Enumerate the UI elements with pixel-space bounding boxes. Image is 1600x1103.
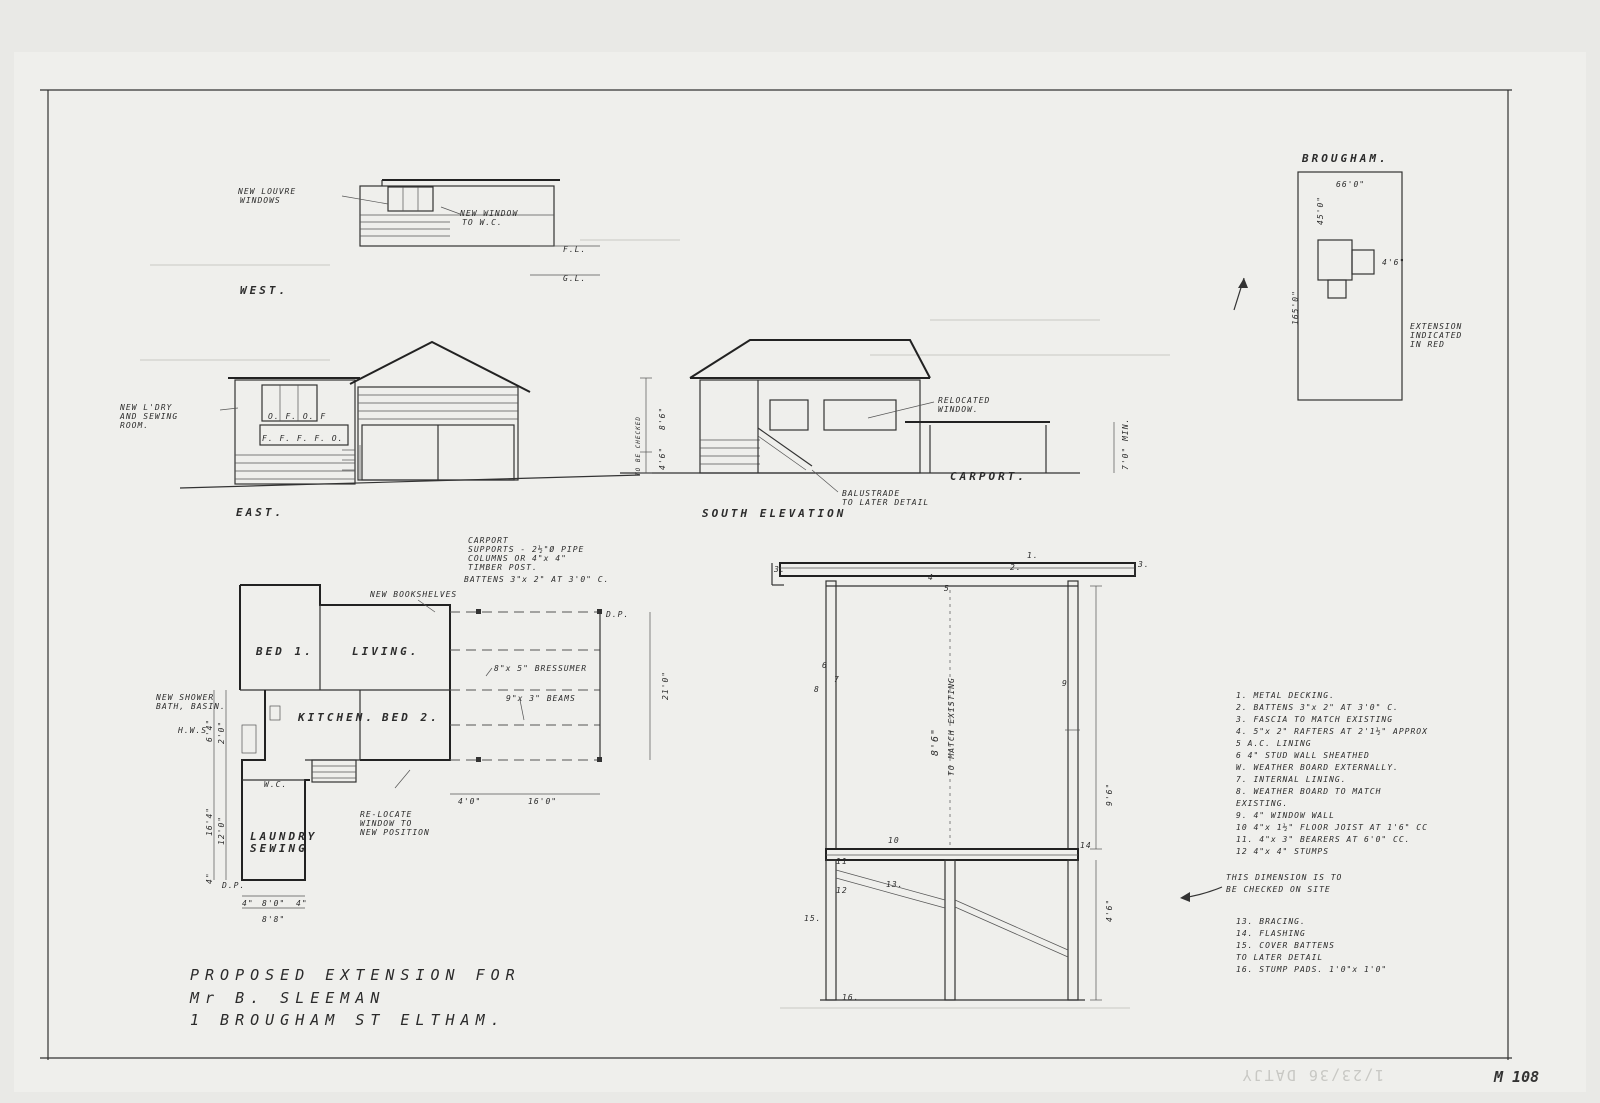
relocate-note-3: NEW POSITION	[360, 828, 430, 837]
bressumer-label: 8"x 5" BRESSUMER	[494, 664, 588, 673]
legend-item: 1. METAL DECKING.	[1236, 691, 1335, 700]
dim-21: 21'0"	[661, 670, 670, 700]
section-marker-10: 10	[888, 836, 900, 845]
west-fl-label: F.L.	[563, 245, 587, 254]
carport-note-2: SUPPORTS - 2½"Ø PIPE	[468, 545, 585, 554]
sheet-ref-right: M 108	[1494, 1068, 1540, 1086]
section-marker-9: 9	[1062, 679, 1068, 688]
east-note-laundry-3: ROOM.	[120, 421, 150, 430]
bed2-label: BED 2.	[382, 711, 440, 724]
site-width: 66'0"	[1336, 180, 1366, 189]
section-marker-7: 7	[834, 675, 840, 684]
section-marker-3b: 3.	[774, 565, 786, 574]
east-elevation-title: EAST.	[236, 506, 285, 519]
west-note-louvre-2: WINDOWS	[240, 196, 281, 205]
dim-bottom-1: 4"	[242, 899, 254, 908]
relocate-note-1: RE-LOCATE	[360, 810, 413, 819]
dim-left-4: 2'0"	[217, 720, 226, 744]
dim-left-3: 6'4"	[205, 718, 214, 742]
title-line-2: Mr B. SLEEMAN	[190, 989, 386, 1007]
section-marker-15: 15.	[804, 914, 822, 923]
kitchen-label: KITCHEN.	[298, 711, 375, 724]
west-gl-label: G.L.	[563, 274, 587, 283]
legend-item: 11. 4"x 3" BEARERS AT 6'0" CC.	[1236, 835, 1411, 844]
legend-item: 8. WEATHER BOARD TO MATCH	[1236, 787, 1382, 796]
laundry-label-2: SEWING	[250, 842, 308, 855]
west-elevation-title: WEST.	[240, 284, 289, 297]
west-note-window-2: TO W.C.	[462, 218, 503, 227]
south-elevation-title: SOUTH ELEVATION	[702, 507, 847, 520]
section-marker-11: 11	[836, 857, 848, 866]
sheet-ref-left: 1/23/36 DATJY	[1240, 1066, 1384, 1084]
living-label: LIVING.	[352, 645, 420, 658]
site-ext-dim: 4'6"	[1382, 258, 1406, 267]
wc-label: W.C.	[264, 780, 288, 789]
section-marker-5: 5	[944, 584, 950, 593]
site-depth: 165'0"	[1291, 290, 1300, 325]
dim-left-5: 4"	[205, 872, 214, 884]
south-dim-side: TO BE CHECKED	[635, 416, 642, 476]
site-note-3: IN RED	[1410, 340, 1445, 349]
check-note-2: BE CHECKED ON SITE	[1226, 885, 1331, 894]
west-note-louvre-1: NEW LOUVRE	[238, 187, 297, 196]
legend-item: 12 4"x 4" STUMPS	[1236, 847, 1330, 856]
section-match-note: TO MATCH EXISTING	[947, 677, 956, 776]
check-note-1: THIS DIMENSION IS TO	[1226, 873, 1343, 882]
section-marker-14: 14	[1080, 841, 1092, 850]
section-marker-2: 2.	[1010, 563, 1022, 572]
section-marker-4: 4	[928, 573, 934, 582]
section-marker-3a: 3.	[1138, 560, 1150, 569]
title-line-3: 1 BROUGHAM ST ELTHAM.	[190, 1011, 506, 1029]
legend-item2: 14. FLASHING	[1236, 929, 1306, 938]
dim-16: 16'0"	[528, 797, 558, 806]
south-min-height: 7'0" MIN.	[1121, 417, 1130, 470]
legend-item2: TO LATER DETAIL	[1236, 953, 1324, 962]
section-marker-13: 13.	[886, 880, 904, 889]
bed1-label: BED 1.	[256, 645, 314, 658]
legend-item: 5 A.C. LINING	[1236, 739, 1312, 748]
bookshelves-label: NEW BOOKSHELVES	[370, 590, 458, 599]
shower-note-2: BATH, BASIN.	[156, 702, 226, 711]
west-note-window-1: NEW WINDOW	[460, 209, 519, 218]
dim-left-1: 16'4"	[205, 806, 214, 836]
legend-item: W. WEATHER BOARD EXTERNALLY.	[1236, 763, 1399, 772]
east-panel-bottom: F. F. F. F. O.	[262, 434, 344, 443]
laundry-label-1: LAUNDRY	[250, 830, 318, 843]
legend-item: 7. INTERNAL LINING.	[1236, 775, 1347, 784]
east-note-laundry-1: NEW L'DRY	[120, 403, 173, 412]
south-dim-upper: 8'6"	[658, 406, 667, 430]
south-note-window-1: RELOCATED	[938, 396, 991, 405]
east-note-laundry-2: AND SEWING	[120, 412, 179, 421]
south-carport-label: CARPORT.	[950, 470, 1027, 483]
section-marker-12: 12	[836, 886, 848, 895]
legend-item2: 15. COVER BATTENS	[1236, 941, 1335, 950]
relocate-note-2: WINDOW TO	[360, 819, 413, 828]
section-height-note: 8'6"	[930, 727, 941, 756]
shower-note-1: NEW SHOWER	[156, 693, 215, 702]
south-note-balustrade-1: BALUSTRADE	[842, 489, 901, 498]
dim-bottom-2: 8'0"	[262, 899, 286, 908]
south-dim-lower: 4'6"	[658, 446, 667, 470]
battens-note: BATTENS 3"x 2" AT 3'0" C.	[464, 575, 610, 584]
dp-label: D.P.	[606, 610, 630, 619]
legend-item: 2. BATTENS 3"x 2" AT 3'0" C.	[1236, 703, 1399, 712]
section-marker-6: 6	[822, 661, 828, 670]
carport-note-1: CARPORT	[468, 536, 509, 545]
hws-label: H.W.S	[178, 726, 208, 735]
legend-item2: 16. STUMP PADS. 1'0"x 1'0"	[1236, 965, 1388, 974]
carport-note-3: COLUMNS OR 4"x 4"	[468, 554, 567, 563]
section-marker-16: 16.	[842, 993, 860, 1002]
title-line-1: PROPOSED EXTENSION FOR	[190, 966, 521, 984]
east-panel-top: O. F. O. F	[268, 412, 327, 421]
site-note-2: INDICATED	[1410, 331, 1463, 340]
legend-item: 10 4"x 1½" FLOOR JOIST AT 1'6" CC	[1236, 823, 1428, 832]
legend-item: 6 4" STUD WALL SHEATHED	[1236, 751, 1370, 760]
legend-item2: 13. BRACING.	[1236, 917, 1306, 926]
south-note-balustrade-2: TO LATER DETAIL	[842, 498, 930, 507]
site-setback: 45'0"	[1316, 195, 1325, 225]
site-note-1: EXTENSION	[1410, 322, 1463, 331]
beams-label: 9"x 3" BEAMS	[506, 694, 576, 703]
dim-4a: 4'0"	[458, 797, 482, 806]
dim-total: 8'8"	[262, 915, 286, 924]
legend-item: EXISTING.	[1236, 799, 1289, 808]
legend-item: 4. 5"x 2" RAFTERS AT 2'1½" APPROX	[1236, 727, 1428, 736]
south-note-window-2: WINDOW.	[938, 405, 979, 414]
dp2-label: D.P.	[222, 881, 246, 890]
section-marker-1: 1.	[1027, 551, 1039, 560]
site-plan-title: BROUGHAM.	[1302, 152, 1389, 165]
section-dim-right-lower: 4'6"	[1105, 898, 1114, 922]
section-marker-8: 8	[814, 685, 820, 694]
dim-bottom-3: 4"	[296, 899, 308, 908]
section-dim-right-upper: 9'6"	[1105, 782, 1114, 806]
carport-note-4: TIMBER POST.	[468, 563, 538, 572]
dim-left-2: 12'0"	[217, 815, 226, 845]
legend-item: 9. 4" WINDOW WALL	[1236, 811, 1335, 820]
legend-item: 3. FASCIA TO MATCH EXISTING	[1236, 715, 1394, 724]
